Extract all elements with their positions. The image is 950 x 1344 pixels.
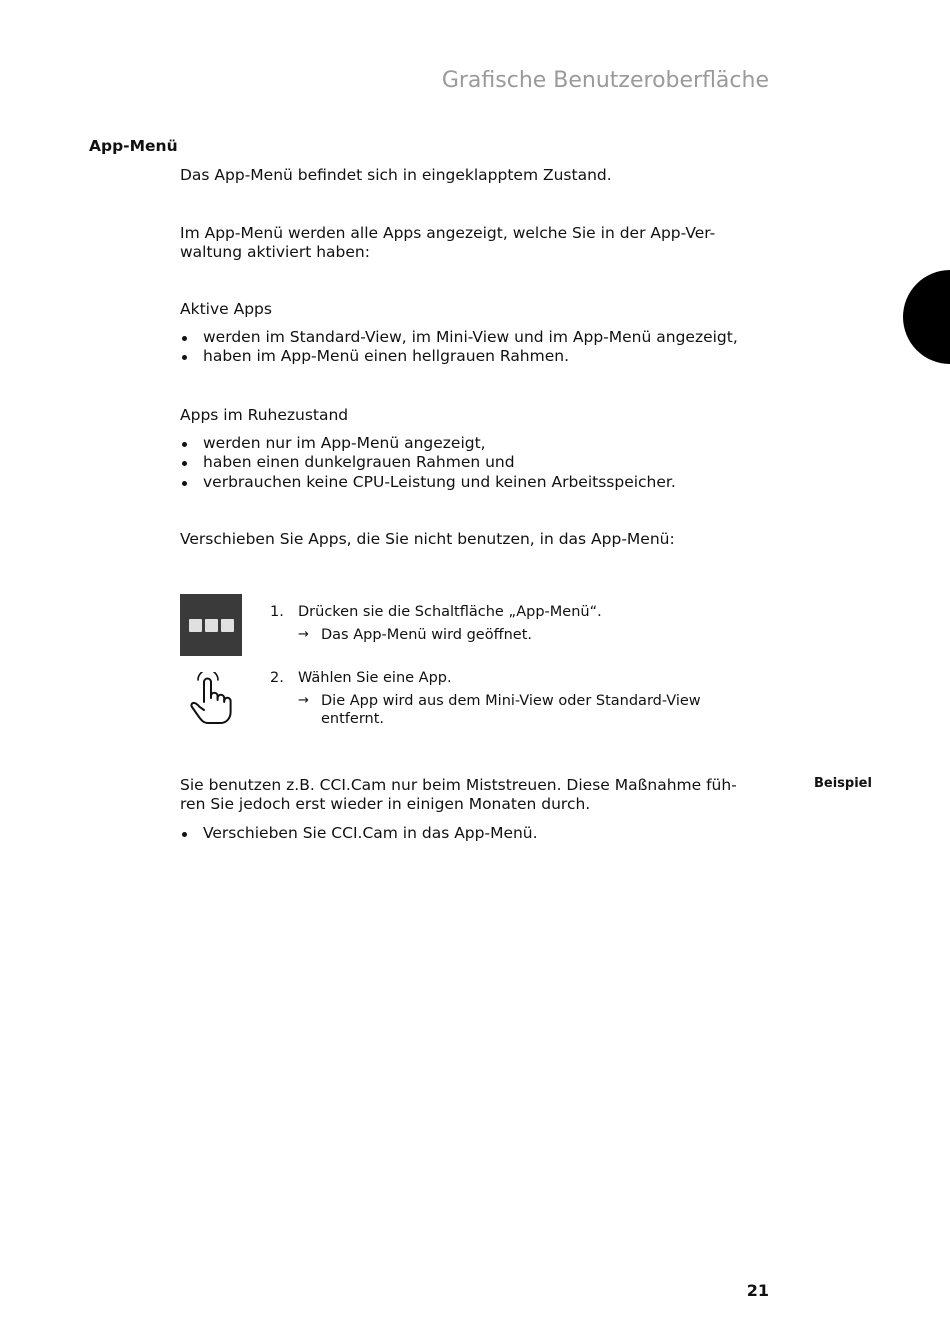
example-list <box>180 824 800 843</box>
list-item: Verschieben Sie CCI.Cam in das App-Menü. <box>180 824 800 843</box>
active-apps-list <box>180 328 800 367</box>
step-1-result <box>298 626 738 644</box>
apps-paragraph <box>180 224 780 262</box>
step-2-number: 2. <box>270 670 284 686</box>
step-2-result-line-2: entfernt. <box>321 711 385 727</box>
chapter-thumb-tab <box>903 270 950 364</box>
step-1-result-text: Das App-Menü wird geöffnet. <box>321 627 532 643</box>
example-paragraph <box>180 776 800 814</box>
example-line-1: Sie benutzen z.B. CCI.Cam nur beim Miststreuen. Diese Maßnahme füh- <box>180 776 737 794</box>
arrow-right-icon: → <box>298 627 309 642</box>
app-menu-icon <box>180 594 242 656</box>
step-2-result-line-1: Die App wird aus dem Mini-View oder Standard-View <box>321 693 701 709</box>
list-item: verbrauchen keine CPU-Leistung und keinen Arbeitsspeicher. <box>180 473 800 492</box>
app-menu-square <box>189 619 202 632</box>
list-item: werden im Standard-View, im Mini-View und im App-Menü angezeigt, <box>180 328 800 347</box>
active-apps-heading: Aktive Apps <box>180 300 272 318</box>
intro-paragraph: Das App-Menü befindet sich in eingeklapptem Zustand. <box>180 166 612 184</box>
hand-pointer-icon <box>188 672 234 726</box>
example-label: Beispiel <box>814 776 872 791</box>
list-item: haben einen dunkelgrauen Rahmen und <box>180 453 800 472</box>
step-2-result <box>298 692 738 728</box>
apps-paragraph-line-2: waltung aktiviert haben: <box>180 243 370 261</box>
apps-paragraph-line-1: Im App-Menü werden alle Apps angezeigt, welche Sie in der App-Ver- <box>180 224 716 242</box>
example-line-2: ren Sie jedoch erst wieder in einigen Monaten durch. <box>180 795 591 813</box>
section-title: App-Menü <box>89 137 178 155</box>
step-1-text: Drücken sie die Schaltfläche „App-Menü“. <box>298 604 602 620</box>
arrow-right-icon: → <box>298 693 309 708</box>
idle-apps-heading: Apps im Ruhezustand <box>180 406 349 424</box>
page-header-title: Grafische Benutzeroberfläche <box>441 68 769 93</box>
list-item: haben im App-Menü einen hellgrauen Rahmen. <box>180 347 800 366</box>
app-menu-square <box>221 619 234 632</box>
step-1-number: 1. <box>270 604 284 620</box>
page-number: 21 <box>746 1281 769 1300</box>
step-2-text: Wählen Sie eine App. <box>298 670 452 686</box>
app-menu-square <box>205 619 218 632</box>
list-item: werden nur im App-Menü angezeigt, <box>180 434 800 453</box>
move-instruction: Verschieben Sie Apps, die Sie nicht benutzen, in das App-Menü: <box>180 530 675 548</box>
idle-apps-list <box>180 434 800 492</box>
